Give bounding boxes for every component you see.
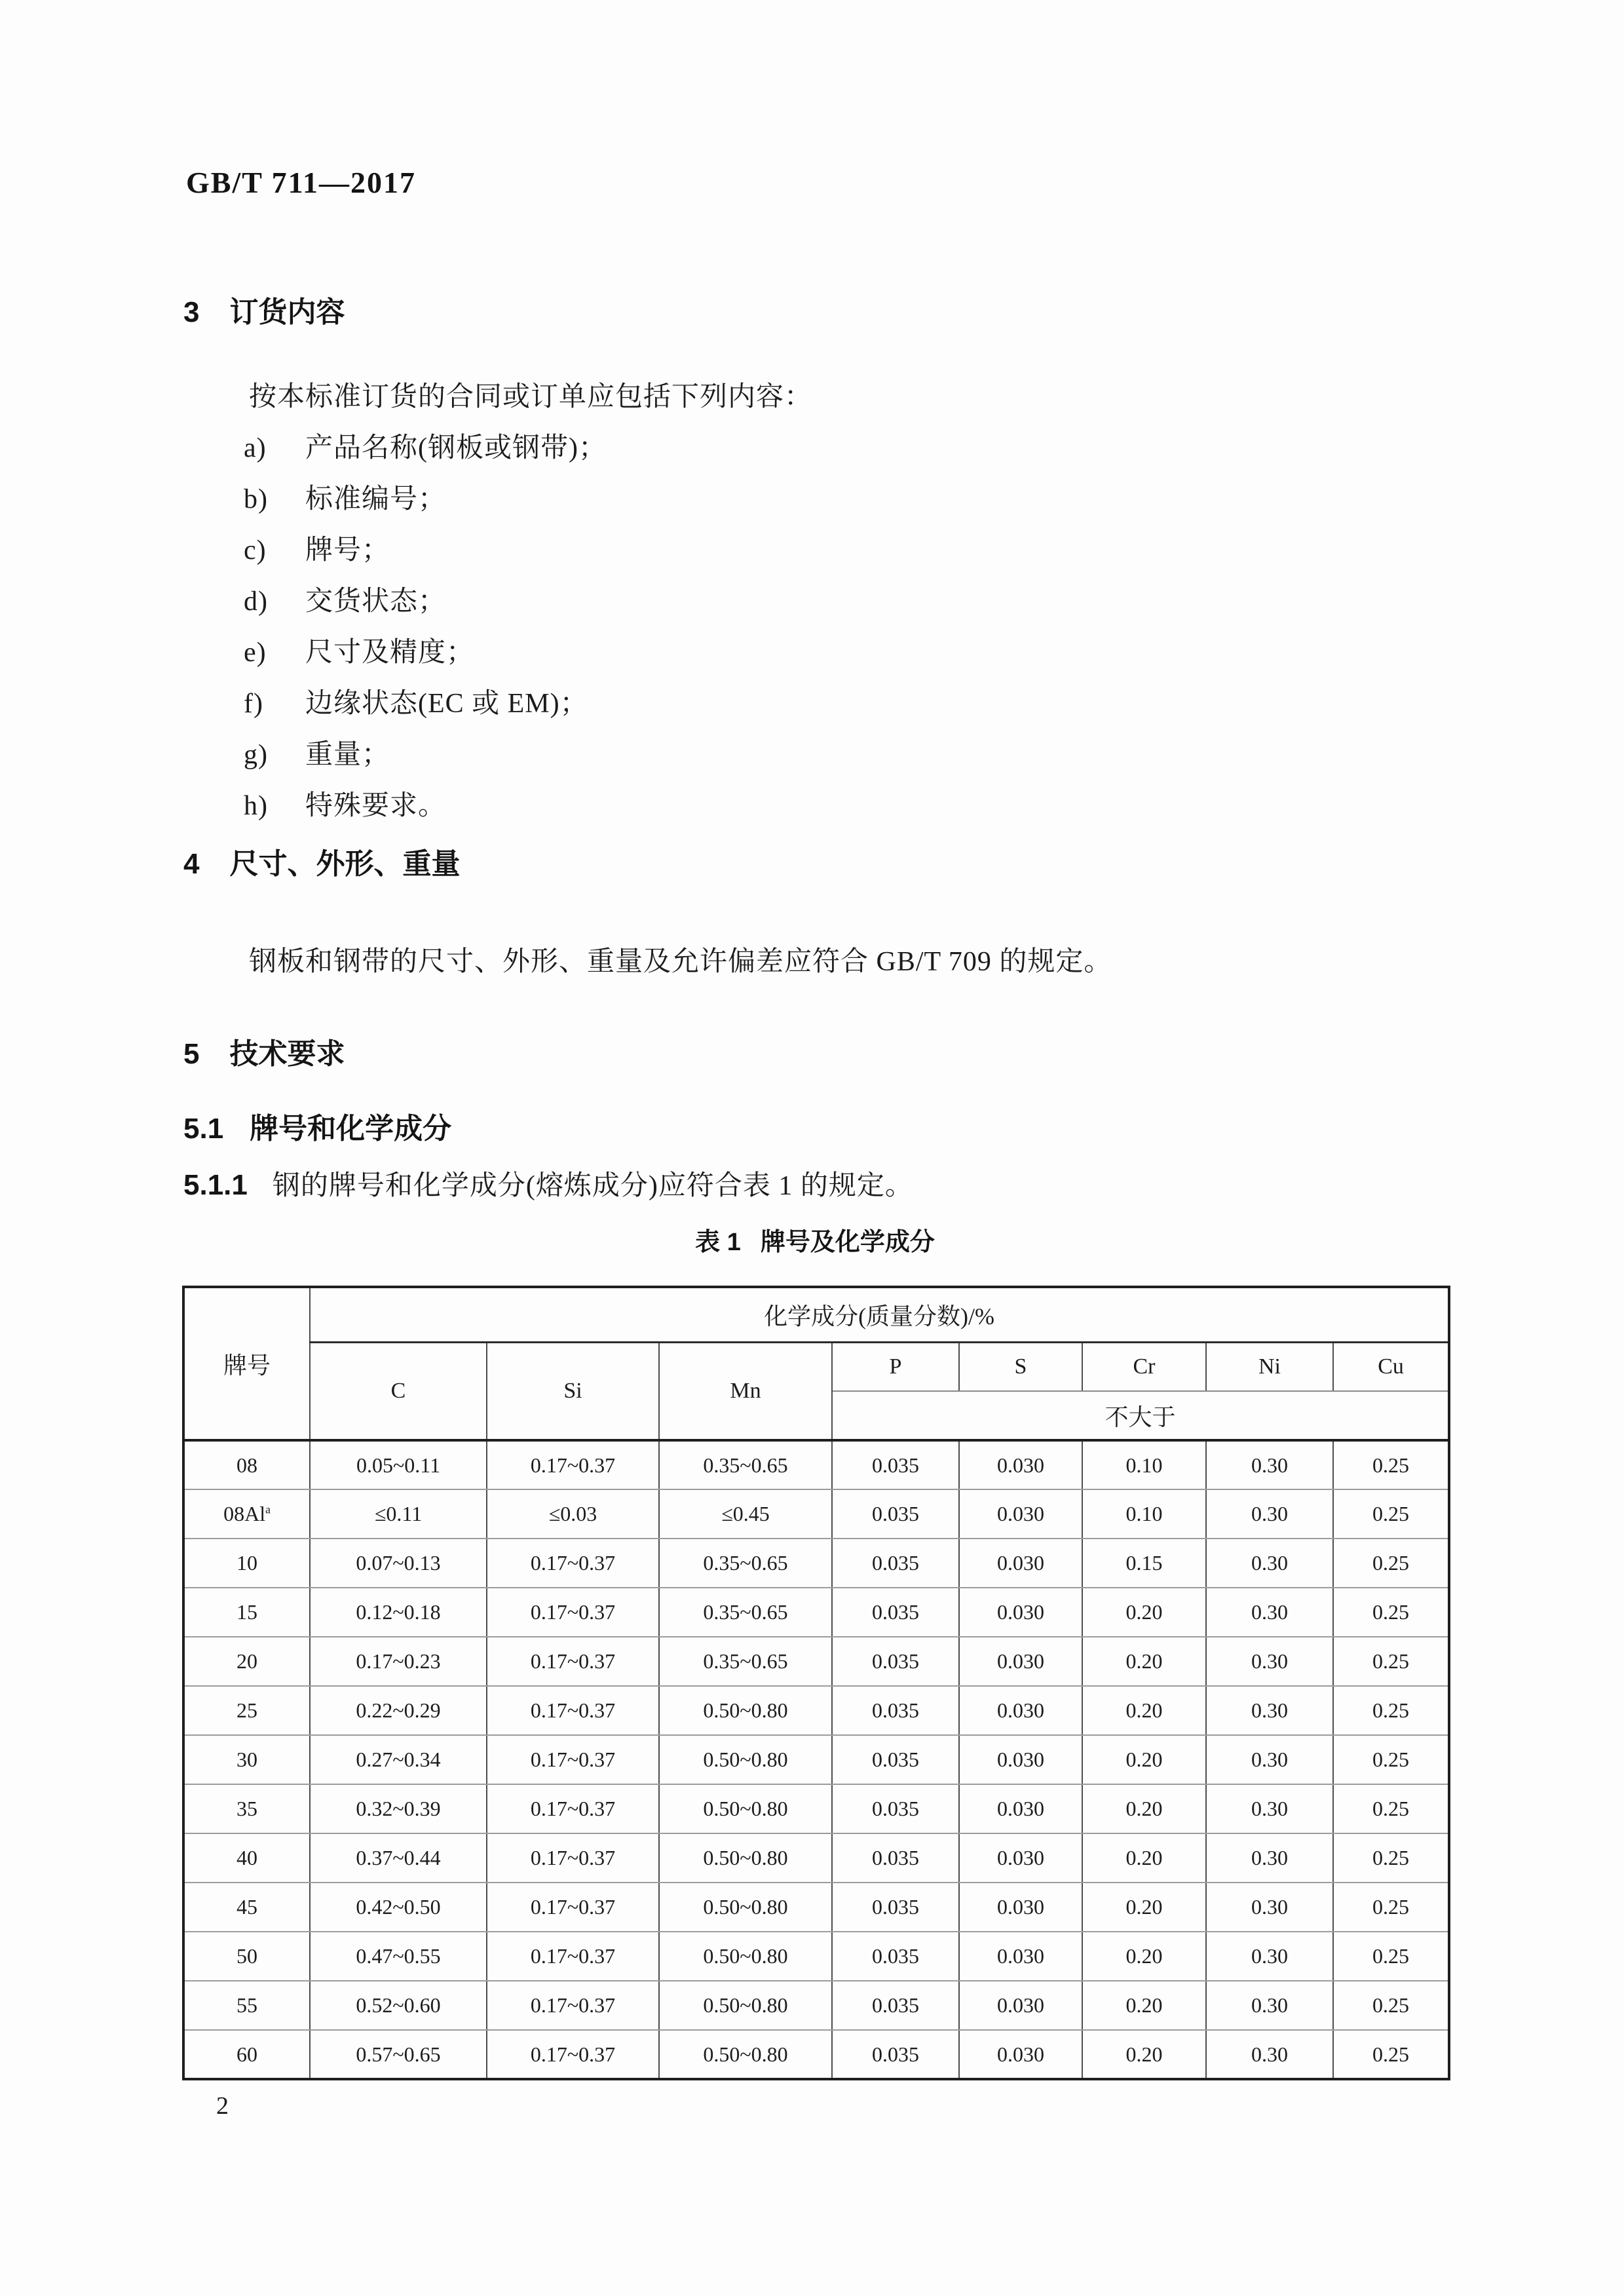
table-row <box>183 1833 1449 1883</box>
page-number: 2 <box>216 2092 229 2120</box>
value-cell: 0.32~0.39 <box>310 1784 487 1833</box>
value-cell: 0.57~0.65 <box>310 2030 487 2079</box>
list-item-b-text: 标准编号； <box>305 484 447 514</box>
value-cell: 0.35~0.65 <box>659 1539 832 1588</box>
value-cell: 0.30 <box>1206 1932 1333 1981</box>
value-cell: 0.50~0.80 <box>659 1686 832 1735</box>
list-item-c-label: c) <box>244 535 267 565</box>
value-cell: 0.05~0.11 <box>310 1440 487 1489</box>
element-header-P: P <box>832 1342 959 1391</box>
value-cell: 0.25 <box>1333 1588 1449 1637</box>
value-cell: 0.17~0.37 <box>487 1686 659 1735</box>
value-cell: 0.17~0.37 <box>487 1539 659 1588</box>
value-cell: 0.25 <box>1333 1883 1449 1932</box>
list-item-g <box>244 733 390 772</box>
list-item-h <box>244 784 446 823</box>
element-header-Cu: Cu <box>1333 1342 1449 1391</box>
value-cell: 0.25 <box>1333 2030 1449 2079</box>
grade-cell: 40 <box>183 1833 310 1883</box>
table-row <box>183 2030 1449 2079</box>
value-cell: 0.20 <box>1082 2030 1206 2079</box>
value-cell: 0.17~0.37 <box>487 1833 659 1883</box>
value-cell: 0.25 <box>1333 1637 1449 1686</box>
value-cell: 0.20 <box>1082 1637 1206 1686</box>
section-3-intro: 按本标准订货的合同或订单应包括下列内容： <box>249 382 813 412</box>
table-1-caption <box>182 1221 1448 1257</box>
value-cell: 0.035 <box>832 1588 959 1637</box>
clause-5-1-1 <box>183 1164 913 1203</box>
composition-table <box>182 1286 1450 2080</box>
list-item-f <box>244 681 588 721</box>
grade-cell: 25 <box>183 1686 310 1735</box>
value-cell: 0.035 <box>832 1637 959 1686</box>
value-cell: 0.37~0.44 <box>310 1833 487 1883</box>
value-cell: 0.30 <box>1206 1637 1333 1686</box>
grade-cell: 55 <box>183 1981 310 2030</box>
list-item-f-text: 边缘状态(EC 或 EM)； <box>305 689 588 719</box>
value-cell: 0.17~0.37 <box>487 2030 659 2079</box>
table-1-caption-title: 牌号及化学成分 <box>760 1229 935 1256</box>
value-cell: 0.17~0.37 <box>487 1932 659 1981</box>
table-row <box>183 1440 1449 1489</box>
grade-cell: 15 <box>183 1588 310 1637</box>
value-cell: 0.52~0.60 <box>310 1981 487 2030</box>
value-cell: ≤0.03 <box>487 1489 659 1539</box>
list-item-e <box>244 630 474 670</box>
value-cell: 0.030 <box>959 1637 1082 1686</box>
value-cell: 0.17~0.37 <box>487 1981 659 2030</box>
grade-cell: 60 <box>183 2030 310 2079</box>
value-cell: 0.030 <box>959 1932 1082 1981</box>
grade-column-header: 牌号 <box>183 1287 310 1440</box>
value-cell: 0.30 <box>1206 1489 1333 1539</box>
value-cell: 0.30 <box>1206 1784 1333 1833</box>
value-cell: 0.030 <box>959 1883 1082 1932</box>
value-cell: 0.10 <box>1082 1440 1206 1489</box>
value-cell: 0.17~0.37 <box>487 1637 659 1686</box>
value-cell: 0.035 <box>832 1784 959 1833</box>
section-5-1-title: 牌号和化学成分 <box>250 1113 452 1145</box>
section-4-title: 尺寸、外形、重量 <box>229 848 461 880</box>
value-cell: 0.25 <box>1333 1686 1449 1735</box>
table-row <box>183 1883 1449 1932</box>
grade-cell: 08 <box>183 1440 310 1489</box>
value-cell: 0.030 <box>959 1981 1082 2030</box>
value-cell: 0.30 <box>1206 1833 1333 1883</box>
section-5-1-heading <box>183 1105 451 1147</box>
element-header-C: C <box>310 1342 487 1440</box>
section-4-number: 4 <box>183 848 200 880</box>
value-cell: 0.30 <box>1206 2030 1333 2079</box>
value-cell: 0.30 <box>1206 1686 1333 1735</box>
list-item-b-label: b) <box>244 484 268 514</box>
section-5-heading <box>183 1030 345 1072</box>
value-cell: 0.25 <box>1333 1735 1449 1784</box>
table-row <box>183 1539 1449 1588</box>
value-cell: 0.035 <box>832 1932 959 1981</box>
element-header-Si: Si <box>487 1342 659 1440</box>
value-cell: 0.30 <box>1206 1588 1333 1637</box>
list-item-g-label: g) <box>244 740 268 770</box>
value-cell: 0.30 <box>1206 1440 1333 1489</box>
value-cell: 0.20 <box>1082 1883 1206 1932</box>
value-cell: 0.50~0.80 <box>659 1735 832 1784</box>
value-cell: 0.35~0.65 <box>659 1440 832 1489</box>
value-cell: 0.47~0.55 <box>310 1932 487 1981</box>
list-item-d <box>244 579 446 619</box>
value-cell: 0.25 <box>1333 1833 1449 1883</box>
value-cell: 0.50~0.80 <box>659 1833 832 1883</box>
limit-label: 不大于 <box>832 1391 1449 1440</box>
section-5-title: 技术要求 <box>229 1038 345 1070</box>
value-cell: 0.17~0.37 <box>487 1784 659 1833</box>
table-header-row-2 <box>183 1342 1449 1391</box>
element-header-Cr: Cr <box>1082 1342 1206 1391</box>
clause-5-1-1-number: 5.1.1 <box>183 1169 248 1201</box>
value-cell: 0.30 <box>1206 1981 1333 2030</box>
value-cell: 0.25 <box>1333 1932 1449 1981</box>
value-cell: 0.035 <box>832 2030 959 2079</box>
value-cell: 0.20 <box>1082 1981 1206 2030</box>
value-cell: 0.035 <box>832 1686 959 1735</box>
list-item-a <box>244 426 607 465</box>
value-cell: 0.50~0.80 <box>659 1932 832 1981</box>
grade-cell: 35 <box>183 1784 310 1833</box>
clause-5-1-1-text: 钢的牌号和化学成分(熔炼成分)应符合表 1 的规定。 <box>272 1171 913 1201</box>
element-header-Mn: Mn <box>659 1342 832 1440</box>
value-cell: 0.25 <box>1333 1784 1449 1833</box>
table-row <box>183 1981 1449 2030</box>
value-cell: 0.25 <box>1333 1981 1449 2030</box>
value-cell: 0.030 <box>959 1686 1082 1735</box>
grade-cell: 08Al$^a$ <box>183 1489 310 1539</box>
value-cell: 0.20 <box>1082 1735 1206 1784</box>
section-3-number: 3 <box>183 296 200 328</box>
list-item-a-label: a) <box>244 433 267 463</box>
value-cell: 0.030 <box>959 1440 1082 1489</box>
value-cell: 0.42~0.50 <box>310 1883 487 1932</box>
value-cell: 0.15 <box>1082 1539 1206 1588</box>
value-cell: 0.20 <box>1082 1588 1206 1637</box>
section-4-heading <box>183 840 460 882</box>
value-cell: 0.17~0.37 <box>487 1588 659 1637</box>
table-1-caption-label: 表 1 <box>695 1229 741 1256</box>
value-cell: 0.30 <box>1206 1883 1333 1932</box>
value-cell: 0.035 <box>832 1539 959 1588</box>
list-item-d-text: 交货状态； <box>305 586 447 617</box>
value-cell: 0.030 <box>959 1735 1082 1784</box>
list-item-f-label: f) <box>244 689 263 719</box>
value-cell: 0.035 <box>832 1735 959 1784</box>
value-cell: 0.030 <box>959 1833 1082 1883</box>
value-cell: 0.17~0.37 <box>487 1883 659 1932</box>
section-4-body: 钢板和钢带的尺寸、外形、重量及允许偏差应符合 GB/T 709 的规定。 <box>249 947 1112 977</box>
value-cell: 0.50~0.80 <box>659 1784 832 1833</box>
table-row <box>183 1735 1449 1784</box>
value-cell: 0.035 <box>832 1883 959 1932</box>
value-cell: 0.030 <box>959 2030 1082 2079</box>
table-row <box>183 1489 1449 1539</box>
value-cell: 0.17~0.37 <box>487 1440 659 1489</box>
grade-cell: 30 <box>183 1735 310 1784</box>
value-cell: 0.030 <box>959 1489 1082 1539</box>
list-item-e-label: e) <box>244 638 267 668</box>
grade-cell: 50 <box>183 1932 310 1981</box>
value-cell: 0.035 <box>832 1981 959 2030</box>
value-cell: 0.25 <box>1333 1539 1449 1588</box>
doc-code: GB/T 711—2017 <box>186 166 417 199</box>
element-header-S: S <box>959 1342 1082 1391</box>
value-cell: 0.20 <box>1082 1932 1206 1981</box>
list-item-c-text: 牌号； <box>305 535 390 565</box>
list-item-d-label: d) <box>244 586 268 617</box>
value-cell: 0.30 <box>1206 1735 1333 1784</box>
list-item-a-text: 产品名称(钢板或钢带)； <box>305 433 607 463</box>
value-cell: 0.030 <box>959 1588 1082 1637</box>
value-cell: 0.030 <box>959 1539 1082 1588</box>
table-row <box>183 1932 1449 1981</box>
value-cell: 0.17~0.37 <box>487 1735 659 1784</box>
list-item-h-label: h) <box>244 791 268 821</box>
section-5-1-number: 5.1 <box>183 1113 224 1145</box>
value-cell: 0.25 <box>1333 1440 1449 1489</box>
table-header-row-1 <box>183 1287 1449 1342</box>
value-cell: 0.22~0.29 <box>310 1686 487 1735</box>
value-cell: 0.20 <box>1082 1784 1206 1833</box>
value-cell: ≤0.11 <box>310 1489 487 1539</box>
value-cell: 0.30 <box>1206 1539 1333 1588</box>
value-cell: 0.50~0.80 <box>659 1883 832 1932</box>
table-row <box>183 1588 1449 1637</box>
value-cell: 0.50~0.80 <box>659 2030 832 2079</box>
table-row <box>183 1784 1449 1833</box>
list-item-g-text: 重量； <box>305 740 390 770</box>
value-cell: 0.12~0.18 <box>310 1588 487 1637</box>
value-cell: 0.35~0.65 <box>659 1588 832 1637</box>
value-cell: 0.17~0.23 <box>310 1637 487 1686</box>
element-header-Ni: Ni <box>1206 1342 1333 1391</box>
table-row <box>183 1637 1449 1686</box>
value-cell: 0.035 <box>832 1440 959 1489</box>
composition-header: 化学成分(质量分数)/% <box>310 1287 1449 1342</box>
value-cell: 0.25 <box>1333 1489 1449 1539</box>
value-cell: 0.07~0.13 <box>310 1539 487 1588</box>
list-item-e-text: 尺寸及精度； <box>305 638 475 668</box>
value-cell: ≤0.45 <box>659 1489 832 1539</box>
value-cell: 0.035 <box>832 1833 959 1883</box>
value-cell: 0.27~0.34 <box>310 1735 487 1784</box>
value-cell: 0.20 <box>1082 1833 1206 1883</box>
list-item-c <box>244 528 390 567</box>
value-cell: 0.10 <box>1082 1489 1206 1539</box>
value-cell: 0.035 <box>832 1489 959 1539</box>
table-row <box>183 1686 1449 1735</box>
section-3-title: 订货内容 <box>229 296 345 328</box>
grade-cell: 45 <box>183 1883 310 1932</box>
list-item-b <box>244 477 446 516</box>
value-cell: 0.030 <box>959 1784 1082 1833</box>
section-5-number: 5 <box>183 1038 200 1070</box>
value-cell: 0.50~0.80 <box>659 1981 832 2030</box>
value-cell: 0.20 <box>1082 1686 1206 1735</box>
section-3-heading <box>183 288 345 330</box>
grade-cell: 20 <box>183 1637 310 1686</box>
value-cell: 0.35~0.65 <box>659 1637 832 1686</box>
table-body <box>183 1440 1449 2079</box>
list-item-h-text: 特殊要求。 <box>305 791 447 821</box>
grade-cell: 10 <box>183 1539 310 1588</box>
